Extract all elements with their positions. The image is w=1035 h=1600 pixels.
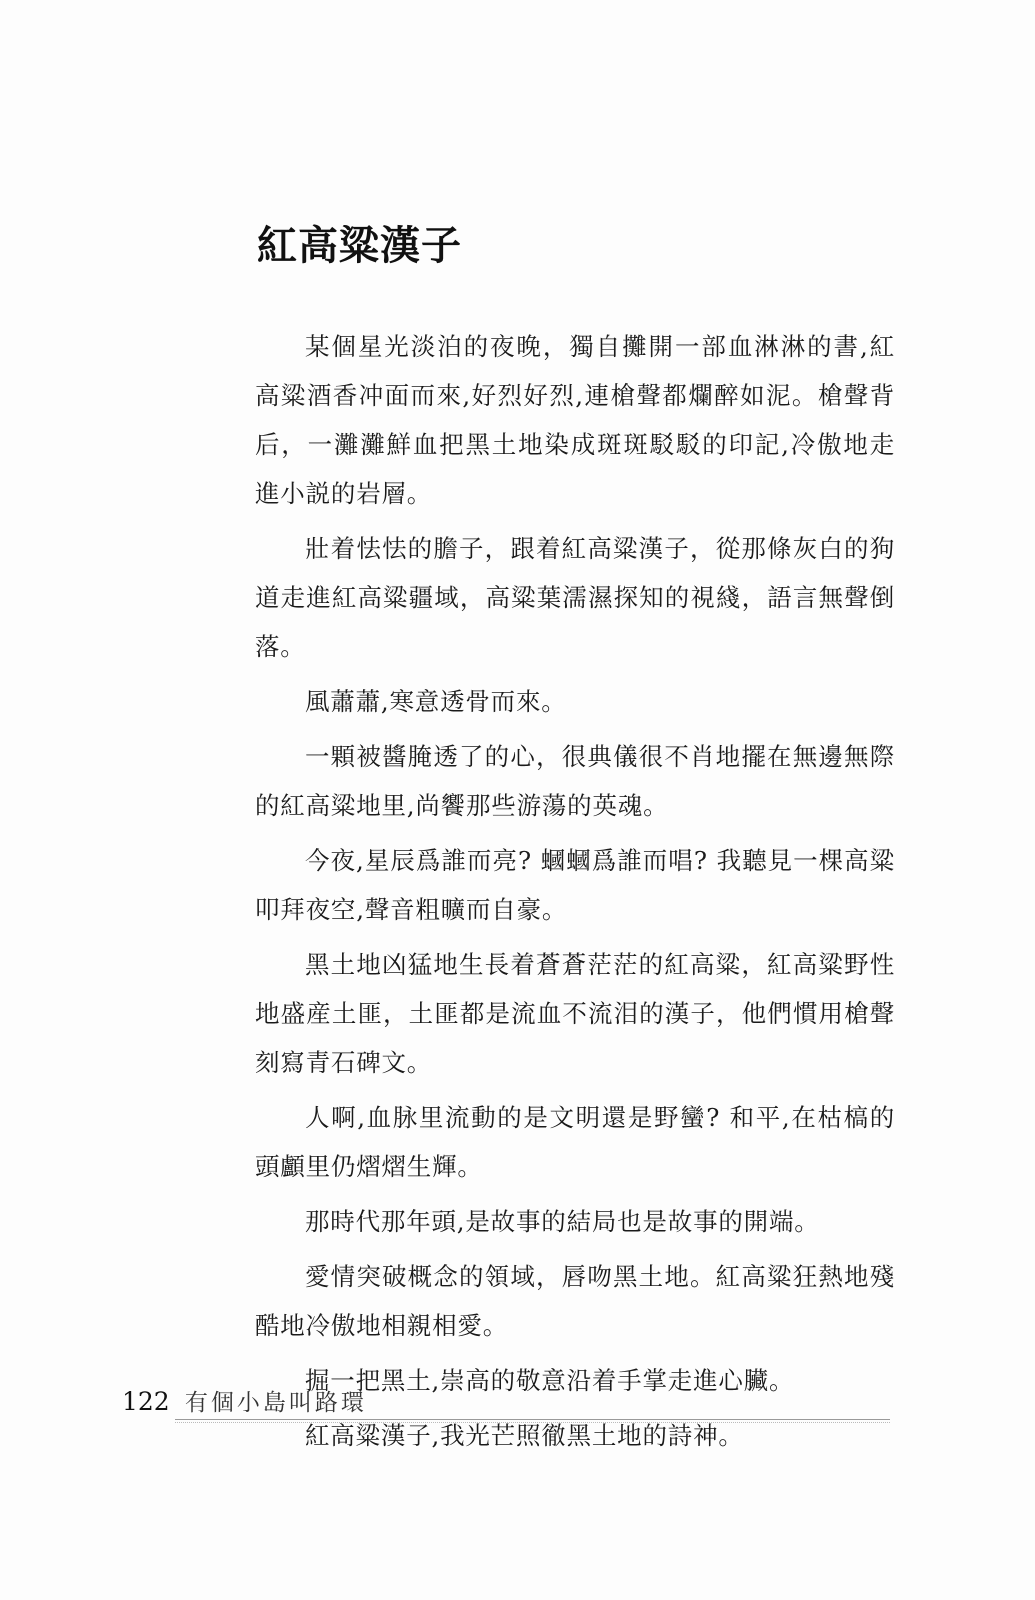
paragraph: 人啊,血脉里流動的是文明還是野蠻? 和平,在枯槁的頭顱里仍熠熠生輝。 xyxy=(255,1103,895,1181)
paragraph: 愛情突破概念的領域，唇吻黑土地。紅高粱狂熱地殘酷地冷傲地相親相愛。 xyxy=(255,1262,895,1340)
footer-rule xyxy=(175,1419,890,1420)
article-body xyxy=(255,322,895,1466)
paragraph: 今夜,星辰爲誰而亮? 蟈蟈爲誰而唱? 我聽見一棵高粱叩拜夜空,聲音粗曠而自豪。 xyxy=(255,846,895,924)
paragraph: 紅高粱漢子,我光芒照徹黑土地的詩神。 xyxy=(305,1421,744,1450)
page-footer xyxy=(122,1384,890,1417)
paragraph: 某個星光淡泊的夜晚，獨自攤開一部血淋淋的書,紅高粱酒香冲面而來,好烈好烈,連槍聲都爛醉如泥。槍聲背后，一灘灘鮮血把黑土地染成斑斑駁駁的印記,冷傲地走進小説的岩層。 xyxy=(255,332,895,508)
paragraph: 黑土地凶猛地生長着蒼蒼茫茫的紅高粱，紅高粱野性地盛産土匪，土匪都是流血不流泪的漢子，他們慣用槍聲刻寫青石碑文。 xyxy=(255,950,895,1077)
paragraph: 掘一把黑土,崇高的敬意沿着手掌走進心臟。 xyxy=(305,1366,795,1395)
running-book-title: 有個小島叫路環 xyxy=(184,1390,367,1416)
paragraph: 一顆被醬腌透了的心，很典儀很不肖地擺在無邊無際的紅高粱地里,尚饗那些游蕩的英魂。 xyxy=(255,742,895,820)
page-title: 紅高粱漢子 xyxy=(257,222,462,269)
footer-rule-dotted xyxy=(175,1422,890,1423)
page-number: 122 xyxy=(122,1387,170,1416)
paragraph: 那時代那年頭,是故事的結局也是故事的開端。 xyxy=(305,1207,820,1236)
paragraph: 壯着怯怯的膽子，跟着紅高粱漢子，從那條灰白的狗道走進紅高粱疆域，高粱葉濡濕探知的視綫，語言無聲倒落。 xyxy=(255,534,895,661)
paragraph: 風蕭蕭,寒意透骨而來。 xyxy=(305,687,567,716)
